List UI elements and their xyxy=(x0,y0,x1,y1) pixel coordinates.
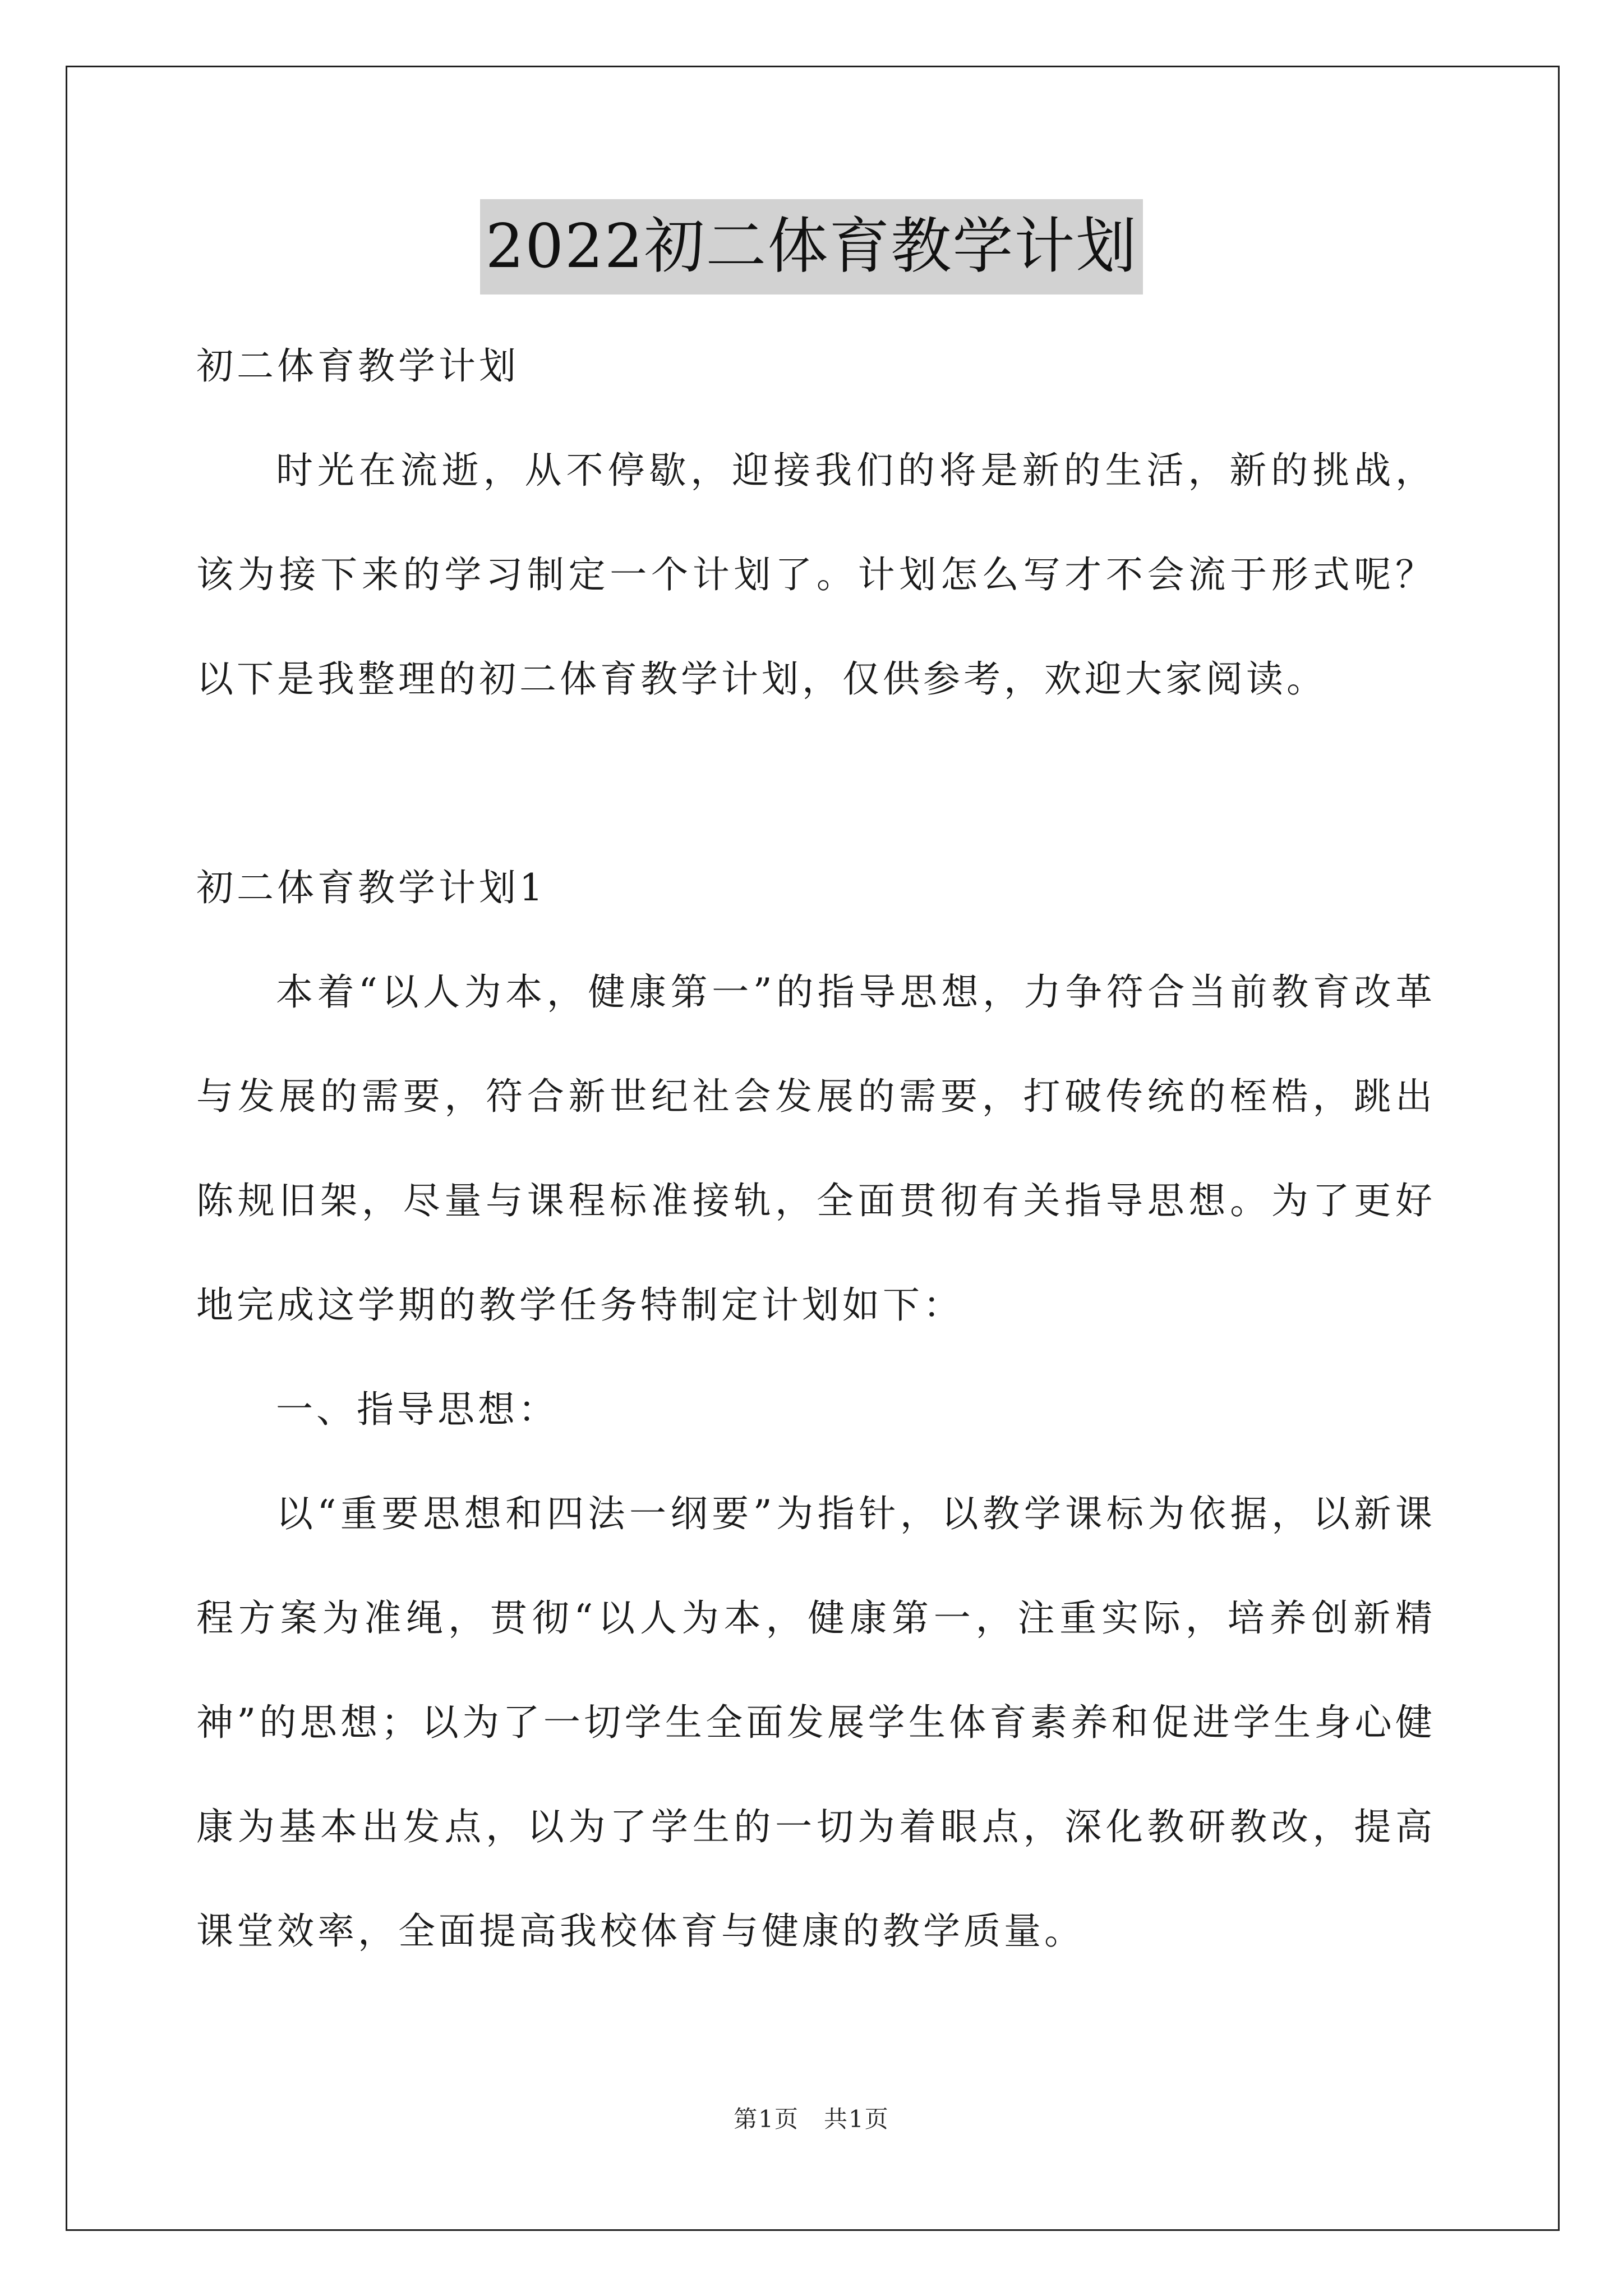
intro-paragraph: 时光在流逝，从不停歇，迎接我们的将是新的生活，新的挑战，该为接下来的学习制定一个计划了。计划怎么写才不会流于形式呢？以下是我整理的初二体育教学计划，仅供参考，欢迎大家阅读。 xyxy=(196,449,1436,701)
document-subtitle: 初二体育教学计划 xyxy=(196,344,519,388)
section-paragraph-2: 以“重要思想和四法一纲要”为指针，以教学课标为依据，以新课程方案为准绳，贯彻“以人为本，健康第一，注重实际，培养创新精神”的思想；以为了一切学生全面发展学生体育素养和促进学生身心健康为基本出发点，以为了学生的一切为着眼点，深化教研教改，提高课堂效率，全面提高我校体育与健康的教学质量。 xyxy=(196,1492,1436,1953)
page-footer: 第1页 共1页 xyxy=(734,2105,889,2133)
document-title: 2022初二体育教学计划 xyxy=(480,199,1144,295)
section-paragraph-1: 本着“以人为本，健康第一”的指导思想，力争符合当前教育改革与发展的需要，符合新世纪社会发展的需要，打破传统的桎梏，跳出陈规旧架，尽量与课程标准接轨，全面贯彻有关指导思想。为了更好地完成这学期的教学任务特制定计划如下： xyxy=(196,970,1436,1327)
subsection-heading: 一、指导思想： xyxy=(276,1388,559,1431)
paragraph-gap xyxy=(196,731,1436,836)
document-body xyxy=(196,314,1436,1984)
title-container xyxy=(0,199,1623,295)
section-heading: 初二体育教学计划1 xyxy=(196,866,546,909)
